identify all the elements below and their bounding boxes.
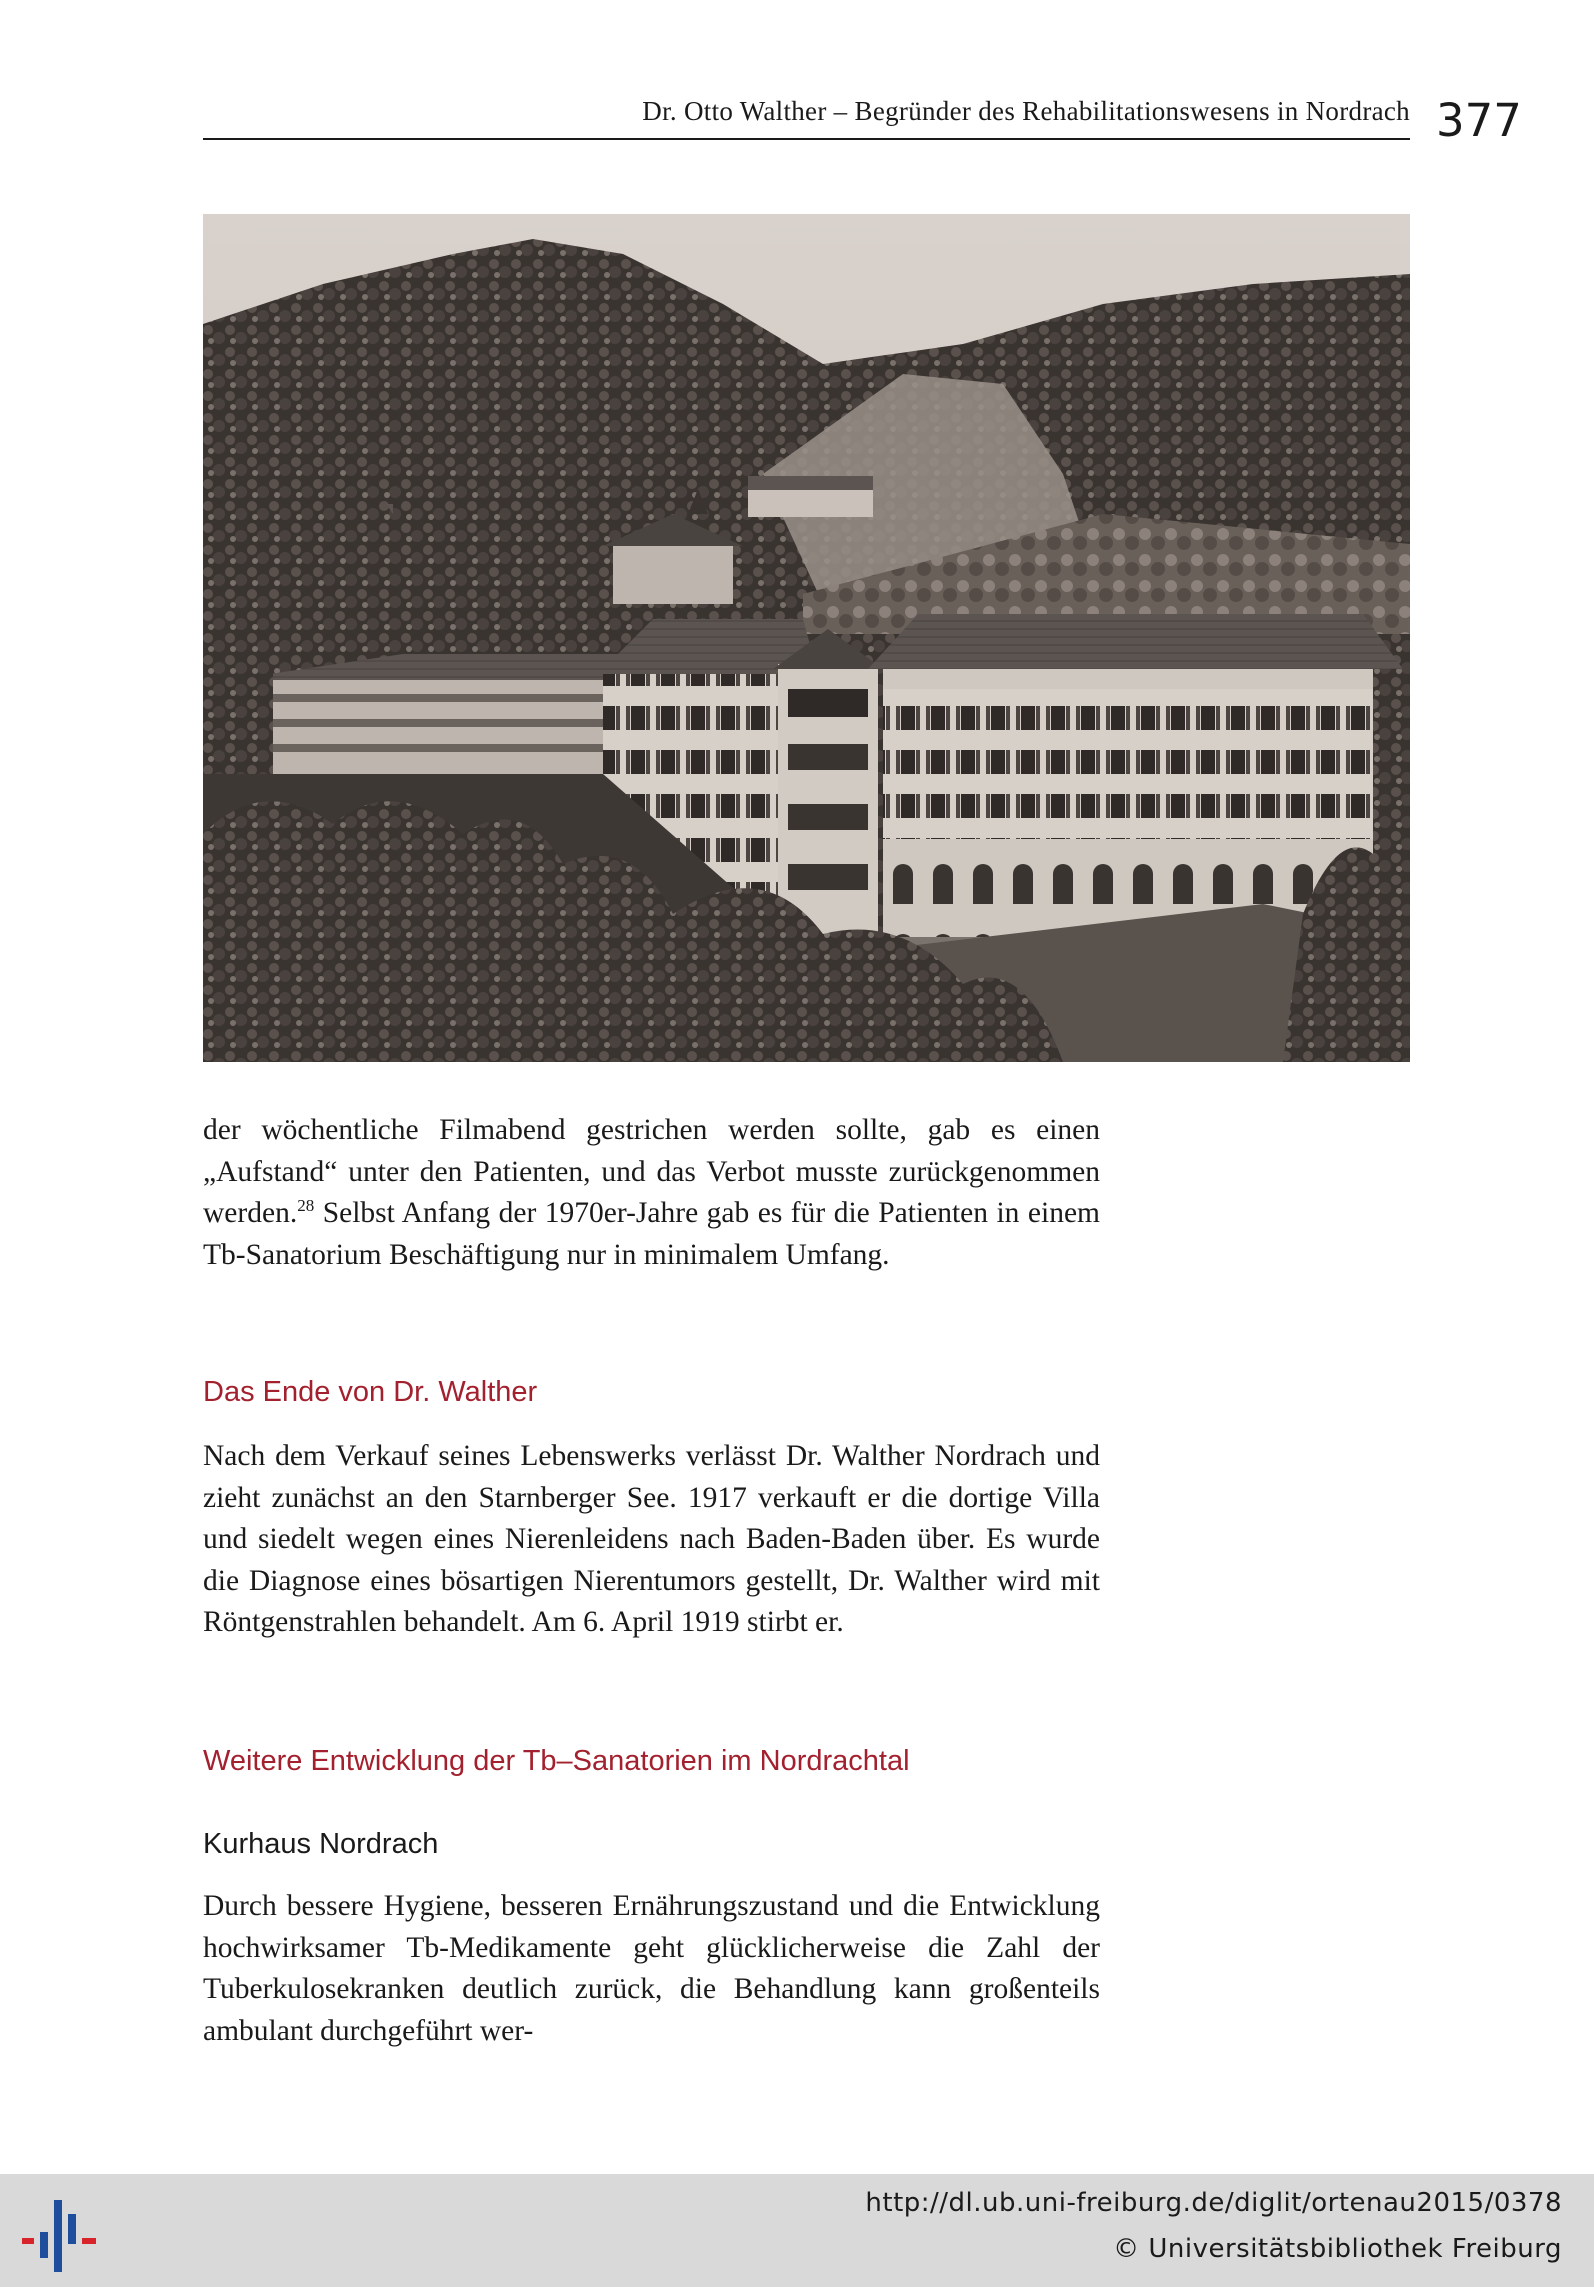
- photograph-sanatorium-building-icon: [203, 214, 1410, 1062]
- running-head-title: Dr. Otto Walther – Begründer des Rehabilitationswesens in Nordrach: [642, 96, 1410, 126]
- body-paragraph-3: Durch bessere Hygiene, besseren Ernährungszustand und die Entwicklung hochwirksamer Tb-Medikamente geht glücklicherweise die Zahl der Tuberkulosekranken deutlich zurück, die Behandlung kann großenteils ambulant durchgeführt wer-: [203, 1890, 1100, 2047]
- body-paragraph-1: [203, 1110, 1100, 1276]
- sanatorium-photograph: [203, 214, 1410, 1062]
- header-rule: [203, 138, 1410, 140]
- subheading-kurhaus-nordrach: Kurhaus Nordrach: [203, 1828, 439, 1860]
- footnote-reference: 28: [297, 1196, 315, 1216]
- footer-bar: [0, 2174, 1594, 2287]
- section-heading-weitere-entwicklung: Weitere Entwicklung der Tb–Sanatorien im Nordrachtal: [203, 1745, 910, 1777]
- footer-copyright: © Universitätsbibliothek Freiburg: [1113, 2234, 1562, 2264]
- paragraph-1-text-b: Selbst Anfang der 1970er-Jahre gab es für die Patienten in einem Tb-Sanatorium Beschäftigung nur in minimalem Umfang.: [203, 1197, 1100, 1271]
- ub-freiburg-logo-icon: [20, 2192, 100, 2280]
- section-heading-ende-walther: Das Ende von Dr. Walther: [203, 1376, 538, 1408]
- body-paragraph-2: Nach dem Verkauf seines Lebenswerks verlässt Dr. Walther Nordrach und zieht zunächst an den Starnberger See. 1917 verkauft er die dortige Villa und siedelt wegen eines Nierenleidens nach Baden-Baden über. Es wurde die Diagnose eines bösartigen Nierentumors gestellt, Dr. Walther wird mit Röntgenstrahlen behandelt. Am 6. April 1919 stirbt er.: [203, 1440, 1100, 1638]
- footer-url-link[interactable]: http://dl.ub.uni-freiburg.de/diglit/ortenau2015/0378: [865, 2188, 1562, 2218]
- paragraph-1-text-a: der wöchentliche Filmabend gestrichen werden sollte, gab es einen „Aufstand“ unter den Patienten, und das Verbot musste zurückgenommen werden.: [203, 1114, 1100, 1229]
- page-number: 377: [1436, 94, 1522, 147]
